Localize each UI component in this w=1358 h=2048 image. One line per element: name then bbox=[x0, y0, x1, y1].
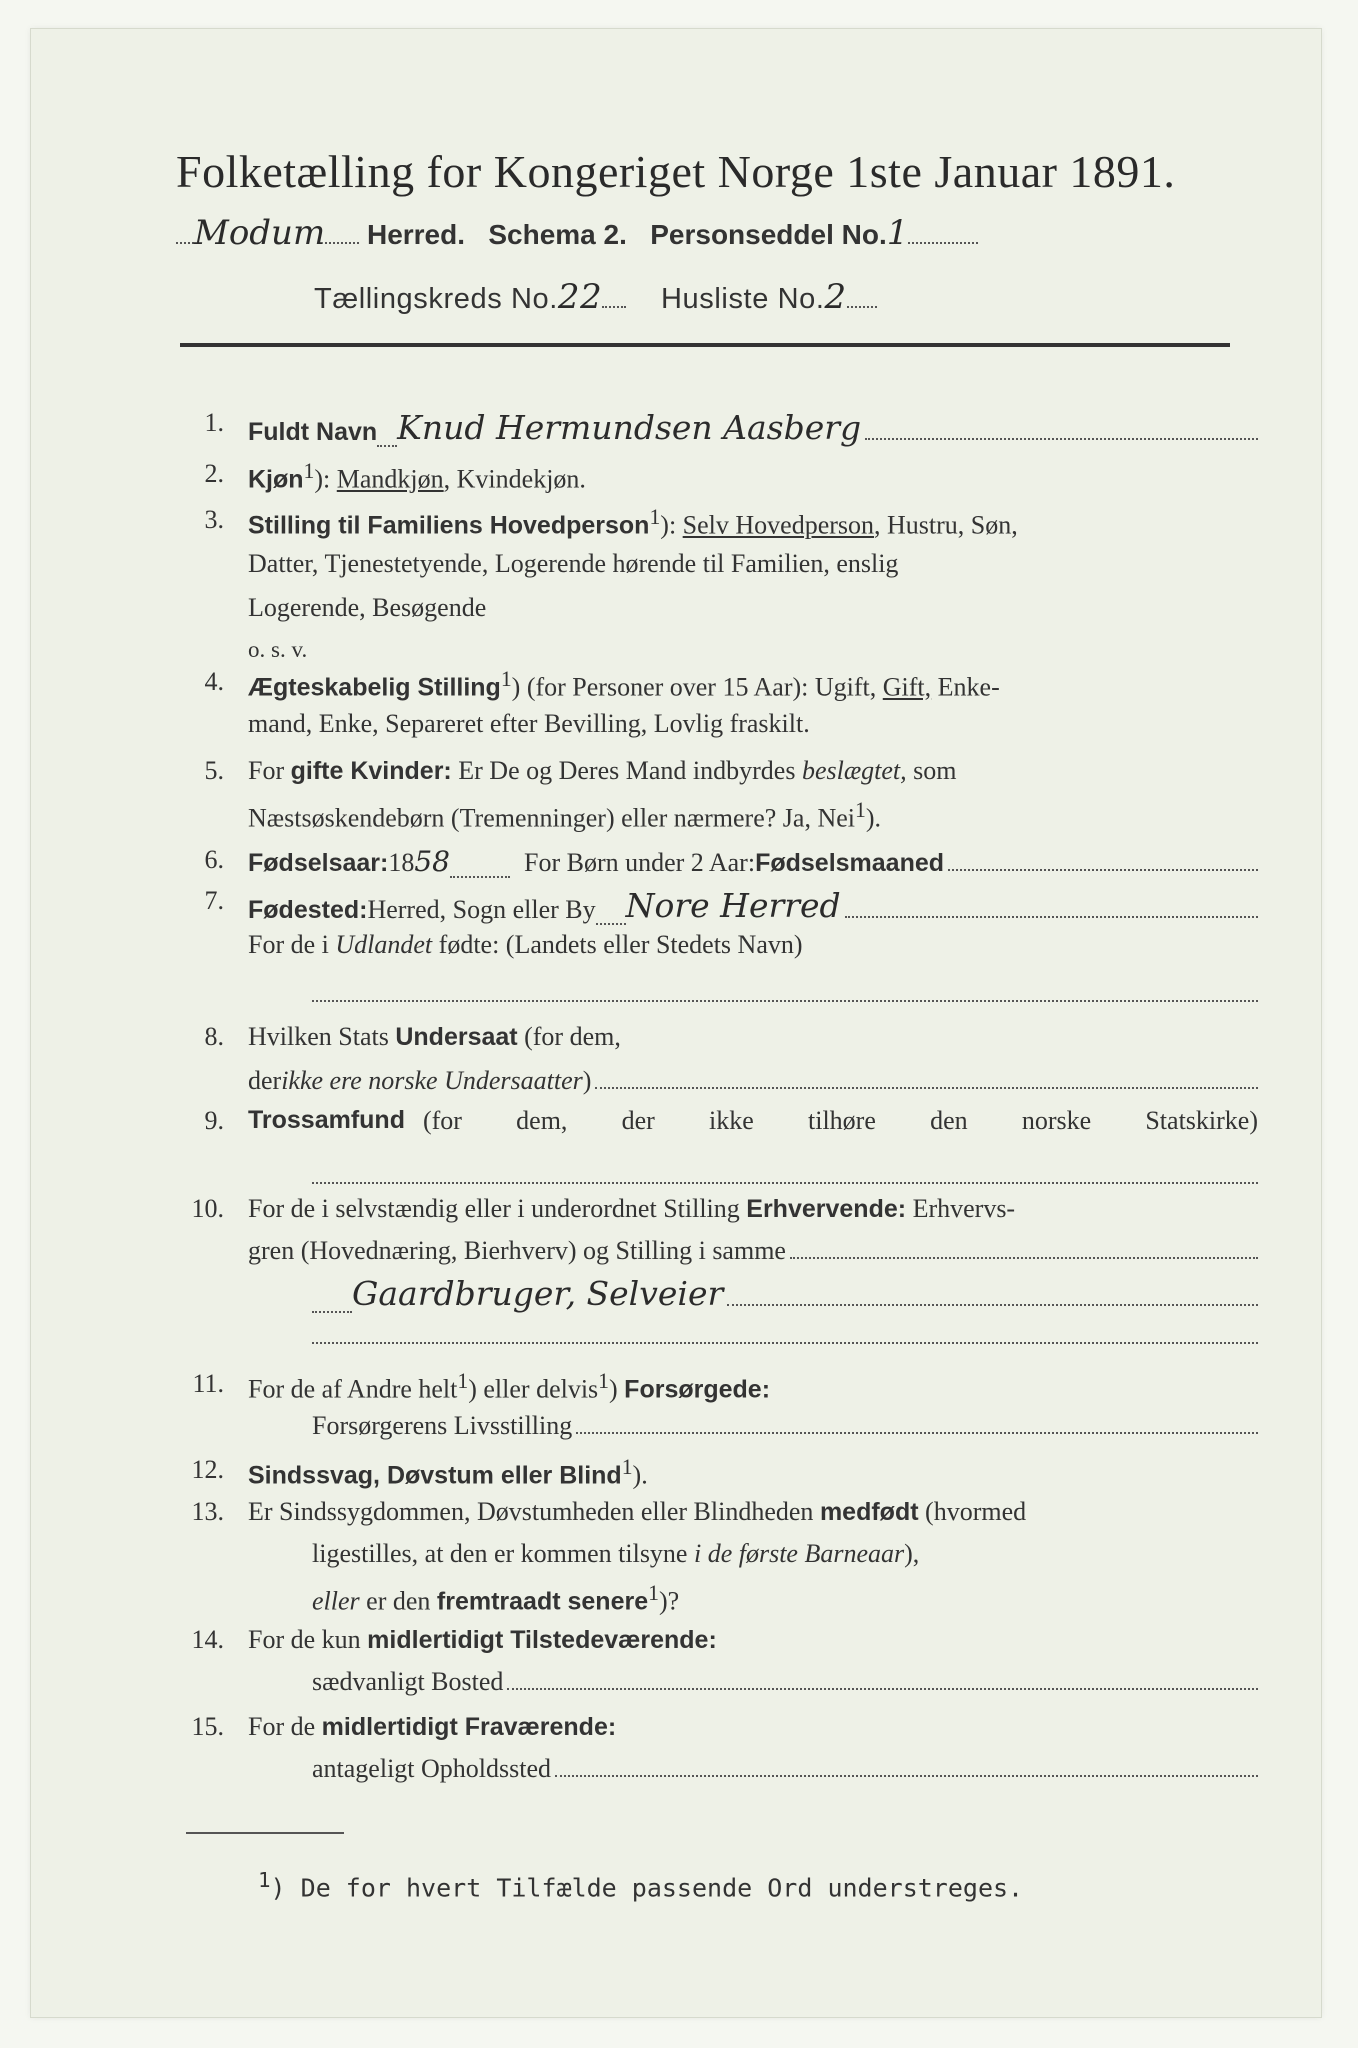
q7-blank-line bbox=[312, 1000, 1258, 1002]
q11-number: 11. bbox=[192, 1369, 224, 1398]
personseddel-value: 1 bbox=[886, 213, 909, 253]
q8-label: Undersaat bbox=[395, 1023, 518, 1051]
q3-rest: , Hustru, Søn, bbox=[874, 510, 1018, 540]
q12-number: 12. bbox=[191, 1455, 224, 1484]
q4-number: 4. bbox=[204, 667, 224, 696]
q13-line-3-pre: er den bbox=[359, 1586, 437, 1616]
schema-label: Schema 2. bbox=[488, 219, 627, 250]
q13-line-3-end: )? bbox=[658, 1586, 680, 1616]
question-13 bbox=[176, 1497, 1258, 1627]
q11-mid: ) eller delvis bbox=[468, 1374, 599, 1404]
question-14 bbox=[176, 1625, 1258, 1705]
full-name-value: Knud Hermundsen Aasberg bbox=[397, 408, 862, 447]
q4-label: Ægteskabelig Stilling bbox=[248, 673, 501, 702]
q2-footnote-mark: 1 bbox=[303, 459, 315, 483]
q2-option-mandkjon: Mandkjøn bbox=[336, 464, 444, 494]
q10-line-2: gren (Hovednæring, Bierhverv) og Stilling i samme bbox=[248, 1236, 786, 1265]
kreds-label: Tællingskreds No. bbox=[314, 283, 558, 315]
question-4 bbox=[176, 667, 1258, 747]
q9-number: 9. bbox=[204, 1106, 224, 1135]
q11-mid-2: ) bbox=[609, 1374, 625, 1404]
q8-pre: Hvilken Stats bbox=[248, 1022, 396, 1051]
q6-number: 6. bbox=[204, 845, 224, 874]
birthplace-value: Nore Herred bbox=[625, 886, 841, 925]
q5-mid: Er De og Deres Mand indbyrdes bbox=[451, 756, 802, 785]
q3-option-selv-hovedperson: Selv Hovedperson bbox=[682, 510, 875, 540]
q3-label: Stilling til Familiens Hovedperson bbox=[248, 511, 650, 540]
q12-end: ). bbox=[632, 1460, 648, 1490]
q5-line-2: Næstsøskendebørn (Tremenninger) eller nærmere? Ja, Nei bbox=[248, 803, 855, 833]
q2-label: Kjøn bbox=[248, 465, 304, 494]
q1-number: 1. bbox=[204, 408, 224, 437]
q12-label: Sindssvag, Døvstum eller Blind bbox=[248, 1461, 622, 1490]
question-12 bbox=[176, 1455, 1258, 1489]
footnote-text: ) De for hvert Tilfælde passende Ord understreges. bbox=[270, 1873, 1024, 1903]
question-8 bbox=[176, 1022, 1258, 1112]
q7-line-2-rest: fødte: (Landets eller Stedets Navn) bbox=[432, 930, 803, 959]
question-7 bbox=[176, 886, 1258, 986]
q12-footnote-mark: 1 bbox=[621, 1455, 633, 1479]
q14-line-2: sædvanligt Bosted bbox=[312, 1667, 504, 1696]
q13-pre: Er Sindssygdommen, Døvstumheden eller Blindheden bbox=[248, 1497, 820, 1526]
q14-label: midlertidigt Tilstedeværende: bbox=[367, 1626, 717, 1654]
q7-line-2-italic: Udlandet bbox=[335, 930, 433, 959]
q3-footnote-mark: 1 bbox=[649, 505, 661, 529]
kreds-value: 22 bbox=[557, 277, 603, 317]
q15-label: midlertidigt Fraværende: bbox=[321, 1713, 617, 1741]
q8-number: 8. bbox=[204, 1022, 224, 1051]
question-3 bbox=[176, 505, 1258, 665]
q5-end: ). bbox=[865, 803, 881, 833]
question-5 bbox=[176, 756, 1258, 836]
q3-number: 3. bbox=[204, 505, 224, 534]
husliste-label: Husliste No. bbox=[661, 283, 825, 315]
question-10 bbox=[176, 1194, 1258, 1354]
q14-pre: For de kun bbox=[248, 1625, 368, 1654]
footnote-rule bbox=[186, 1832, 344, 1834]
q7-number: 7. bbox=[204, 886, 224, 915]
footnote bbox=[258, 1868, 1023, 1902]
question-15 bbox=[176, 1712, 1258, 1792]
q4-line-2: mand, Enke, Separeret efter Bevilling, Lovlig fraskilt. bbox=[248, 709, 810, 738]
q9-label: Trossamfund bbox=[248, 1106, 405, 1134]
husliste-value: 2 bbox=[824, 277, 847, 317]
q9-blank-line bbox=[312, 1182, 1258, 1184]
q13-number: 13. bbox=[191, 1497, 224, 1526]
footnote-mark: 1 bbox=[258, 1868, 271, 1892]
q5-italic: beslægtet, bbox=[801, 756, 907, 785]
question-2 bbox=[176, 459, 1258, 493]
q13-line-2-italic: i de første Barneaar bbox=[693, 1539, 905, 1568]
q5-rest: som bbox=[906, 756, 957, 785]
header-rule bbox=[180, 343, 1230, 347]
q6-label: Fødselsaar: bbox=[248, 849, 389, 877]
q9-rest: (for dem, der ikke tilhøre den norske Statskirke) bbox=[422, 1106, 1258, 1135]
q6-label-2: Fødselsmaaned bbox=[755, 849, 945, 877]
q15-pre: For de bbox=[248, 1712, 322, 1741]
q13-line-2-rest: ), bbox=[904, 1539, 920, 1568]
q11-pre: For de af Andre helt bbox=[248, 1374, 458, 1404]
question-1 bbox=[176, 408, 1258, 448]
q1-label: Fuldt Navn bbox=[248, 418, 378, 446]
q13-rest: (hvormed bbox=[918, 1497, 1027, 1526]
q4-footnote-mark: 1 bbox=[500, 667, 512, 691]
q10-pre: For de i selvstændig eller i underordnet Stilling bbox=[248, 1194, 747, 1223]
q8-line-2-pre: der bbox=[248, 1066, 282, 1095]
herred-label: Herred. bbox=[366, 219, 466, 250]
q13-line-2-pre: ligestilles, at den er kommen tilsyne bbox=[312, 1539, 694, 1568]
q10-rest: Erhvervs- bbox=[906, 1194, 1016, 1223]
occupation-value: Gaardbruger, Selveier bbox=[352, 1274, 724, 1313]
q11-line-2: Forsørgerens Livsstilling bbox=[312, 1411, 573, 1440]
q5-pre: For bbox=[248, 756, 291, 785]
herred-value: Modum bbox=[194, 213, 326, 253]
q10-blank-line bbox=[312, 1342, 1258, 1344]
q8-line-2-italic: ikke ere norske Undersaatter bbox=[281, 1066, 583, 1095]
q5-footnote-mark: 1 bbox=[855, 798, 866, 822]
q14-number: 14. bbox=[191, 1625, 224, 1654]
q13-line-3-label: fremtraadt senere bbox=[436, 1587, 649, 1616]
q7-label: Fødested: bbox=[248, 896, 368, 924]
q2-number: 2. bbox=[204, 459, 224, 488]
q13-line-3-italic: eller bbox=[312, 1586, 360, 1616]
q8-line-2-rest: ) bbox=[582, 1066, 592, 1095]
header-line-2 bbox=[314, 277, 877, 317]
q11-footnote-mark-2: 1 bbox=[598, 1369, 609, 1393]
q7-text: Herred, Sogn eller By bbox=[367, 895, 596, 924]
question-6 bbox=[176, 845, 1258, 881]
q3-colon: ): bbox=[660, 510, 677, 540]
q11-footnote-mark: 1 bbox=[457, 1369, 469, 1393]
q5-number: 5. bbox=[204, 756, 224, 785]
q6-mid: For Børn under 2 Aar: bbox=[523, 848, 756, 877]
q4-rest: Enke- bbox=[931, 672, 1000, 702]
question-11 bbox=[176, 1369, 1258, 1449]
question-9 bbox=[176, 1106, 1258, 1196]
q3-line-3: Logerende, Besøgende bbox=[248, 593, 487, 622]
form-title: Folketælling for Kongeriget Norge 1ste Januar 1891. bbox=[176, 146, 1176, 197]
q2-colon: ): bbox=[314, 464, 331, 494]
q7-line-2-pre: For de i bbox=[248, 930, 336, 959]
q3-line-2: Datter, Tjenestetyende, Logerende hørende til Familien, enslig bbox=[248, 549, 899, 578]
q13-label: medfødt bbox=[819, 1498, 919, 1526]
q8-rest: (for dem, bbox=[517, 1022, 621, 1051]
q15-number: 15. bbox=[191, 1712, 224, 1741]
q4-pre: ) (for Personer over 15 Aar): Ugift, bbox=[511, 672, 883, 702]
q4-option-gift: Gift, bbox=[882, 672, 932, 702]
q11-label: Forsørgede: bbox=[624, 1375, 771, 1404]
q6-prefix: 18 bbox=[388, 848, 415, 877]
q13-footnote-mark: 1 bbox=[648, 1581, 659, 1605]
q2-rest: , Kvindekjøn. bbox=[443, 464, 586, 494]
header-line-1 bbox=[176, 213, 978, 253]
q10-number: 10. bbox=[191, 1194, 224, 1223]
q5-label: gifte Kvinder: bbox=[290, 757, 452, 785]
birth-year-value: 58 bbox=[414, 845, 450, 878]
q3-line-4: o. s. v. bbox=[248, 637, 308, 662]
personseddel-label: Personseddel No. bbox=[650, 219, 887, 250]
q15-line-2: antageligt Opholdssted bbox=[312, 1754, 552, 1783]
q10-label: Erhvervende: bbox=[746, 1195, 907, 1223]
